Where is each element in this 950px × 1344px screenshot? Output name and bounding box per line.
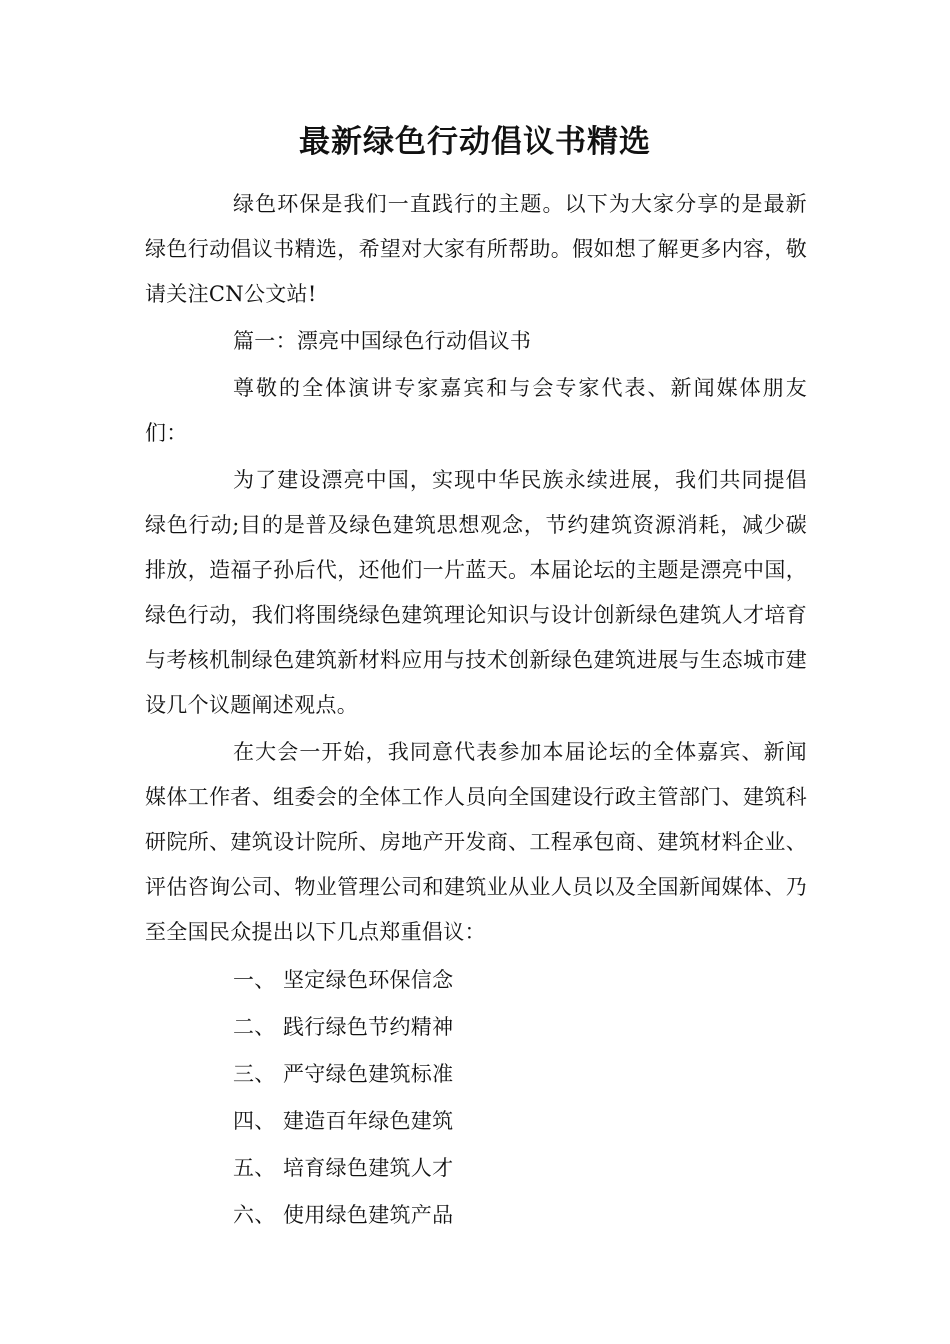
list-item [145, 1145, 807, 1192]
document-body [145, 182, 807, 1239]
proposal-list [145, 957, 807, 1239]
list-text: 严守绿色建筑标准 [283, 1062, 454, 1086]
document-title: 最新绿色行动倡议书精选 [299, 124, 651, 160]
list-item [145, 957, 807, 1004]
list-number: 一、 [233, 968, 276, 992]
list-text: 践行绿色节约精神 [283, 1015, 454, 1039]
list-number: 六、 [233, 1203, 276, 1227]
body-paragraph: 在大会一开始，我同意代表参加本届论坛的全体嘉宾、新闻媒体工作者、组委会的全体工作人员向全国建设行政主管部门、建筑科研院所、建筑设计院所、房地产开发商、工程承包商、建筑材料企业、评估咨询公司、物业管理公司和建筑业从业人员以及全国新闻媒体、乃至全国民众提出以下几点郑重倡议： [145, 740, 807, 944]
list-item [145, 1192, 807, 1239]
salutation-paragraph: 尊敬的全体演讲专家嘉宾和与会专家代表、新闻媒体朋友们： [145, 376, 807, 445]
list-number: 三、 [233, 1062, 276, 1086]
intro-paragraph: 绿色环保是我们一直践行的主题。以下为大家分享的是最新绿色行动倡议书精选，希望对大家有所帮助。假如想了解更多内容，敬请关注CN公文站! [145, 192, 807, 306]
list-text: 使用绿色建筑产品 [283, 1203, 454, 1227]
list-number: 五、 [233, 1156, 276, 1180]
list-item [145, 1051, 807, 1098]
list-text: 培育绿色建筑人才 [283, 1156, 454, 1180]
list-text: 建造百年绿色建筑 [283, 1109, 454, 1133]
list-item [145, 1004, 807, 1051]
list-number: 四、 [233, 1109, 276, 1133]
list-text: 坚定绿色环保信念 [283, 968, 454, 992]
list-number: 二、 [233, 1015, 276, 1039]
section-heading: 篇一：漂亮中国绿色行动倡议书 [233, 329, 532, 353]
list-item [145, 1098, 807, 1145]
body-paragraph: 为了建设漂亮中国，实现中华民族永续进展，我们共同提倡绿色行动;目的是普及绿色建筑思想观念，节约建筑资源消耗，减少碳排放，造福子孙后代，还他们一片蓝天。本届论坛的主题是漂亮中国，绿色行动，我们将围绕绿色建筑理论知识与设计创新绿色建筑人才培育与考核机制绿色建筑新材料应用与技术创新绿色建筑进展与生态城市建设几个议题阐述观点。 [145, 468, 807, 717]
